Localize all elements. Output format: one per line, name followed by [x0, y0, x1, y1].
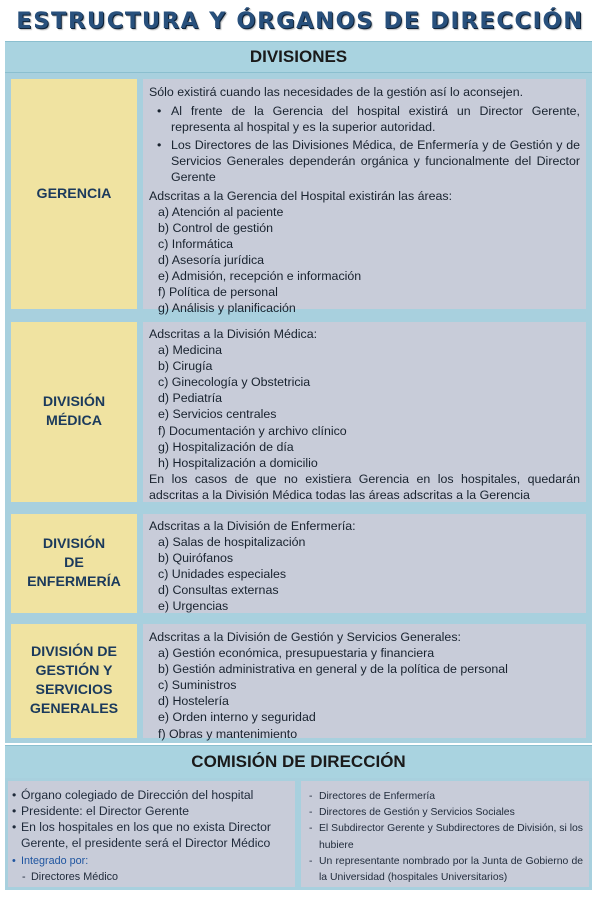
list-item: h) Hospitalización a domicilio: [158, 455, 318, 470]
list-item: • Los Directores de las Divisiones Médica, de Enfermería y de Gestión y de Servicios Generales dependerán orgánica y funcionalmente del Director Gerente: [157, 138, 580, 185]
list-item: e) Urgencias: [158, 599, 229, 614]
bullet-icon: •: [157, 138, 162, 153]
division-medica-content: [143, 322, 586, 502]
gerencia-areas-intro: Adscritas a la Gerencia del Hospital existirán las áreas:: [149, 188, 453, 203]
list-item: g) Hospitalización de día: [158, 439, 294, 454]
medica-intro: Adscritas a la División Médica:: [149, 327, 318, 341]
list-item: - Directores de Gestión y Servicios Sociales: [309, 805, 583, 821]
list-item: c) Suministros: [158, 678, 237, 693]
list-item: a) Medicina: [158, 343, 223, 358]
list-item: d) Asesoría jurídica: [158, 252, 265, 267]
list-item: e) Admisión, recepción e información: [158, 269, 362, 284]
list-item: - Un representante nombrado por la Junta de Gobierno de la Universidad (hospitales Universitarios): [309, 854, 583, 886]
list-item: f) Obras y mantenimiento: [158, 726, 298, 741]
list-item: b) Control de gestión: [158, 220, 274, 235]
bullet-icon: •: [12, 820, 17, 834]
gerencia-section: [5, 73, 592, 316]
dash-icon: -: [309, 807, 313, 819]
list-item: c) Informática: [158, 236, 234, 251]
comision-section: [5, 778, 592, 890]
page-title: ESTRUCTURA Y ÓRGANOS DE DIRECCIÓN: [16, 8, 584, 34]
list-item: a) Salas de hospitalización: [158, 535, 306, 550]
comision-left-column: [8, 781, 295, 887]
division-gestion-section: [5, 618, 592, 743]
division-gestion-label: DIVISIÓN DE GESTIÓN Y SERVICIOS GENERALES: [11, 624, 137, 738]
bullet-icon: •: [12, 788, 17, 802]
divisiones-header: DIVISIONES: [5, 41, 592, 73]
integrado-label: • Integrado por:: [12, 855, 89, 867]
dash-icon: -: [309, 855, 313, 867]
list-item: d) Pediatría: [158, 391, 223, 406]
division-enfermeria-content: [143, 514, 586, 613]
division-enfermeria-label: DIVISIÓN DE ENFERMERÍA: [11, 514, 137, 613]
list-item: a) Gestión económica, presupuestaria y financiera: [158, 646, 435, 661]
list-item: b) Cirugía: [158, 359, 213, 374]
list-item: f) Documentación y archivo clínico: [158, 423, 347, 438]
list-item: e) Orden interno y seguridad: [158, 710, 316, 725]
list-item: • Órgano colegiado de Dirección del hospital: [12, 788, 254, 802]
list-item: c) Unidades especiales: [158, 567, 287, 582]
gerencia-intro: Sólo existirá cuando las necesidades de la gestión así lo aconsejen.: [149, 85, 524, 99]
medica-note: En los casos de que no existiera Gerencia en los hospitales, quedarán adscritas a la División Médica todas las áreas adscritas a la Gerencia: [149, 471, 580, 502]
list-item: d) Consultas externas: [158, 583, 279, 598]
division-gestion-content: [143, 624, 586, 741]
dash-icon: -: [309, 791, 313, 802]
bullet-icon: •: [12, 855, 16, 867]
list-item: • Al frente de la Gerencia del hospital existirá un Director Gerente, representa al hospital y es la superior autoridad.: [157, 104, 580, 135]
division-medica-label: DIVISIÓN MÉDICA: [11, 322, 137, 502]
list-item: a) Atención al paciente: [158, 204, 284, 219]
division-enfermeria-section: [5, 508, 592, 618]
list-item: e) Servicios centrales: [158, 407, 277, 422]
dash-icon: -: [309, 823, 313, 835]
bullet-icon: •: [12, 804, 17, 818]
list-item: • En los hospitales en los que no exista Director Gerente, el presidente será el Director Médico: [12, 820, 271, 850]
list-item: - Directores de Enfermería: [309, 789, 583, 805]
enfermeria-intro: Adscritas a la División de Enfermería:: [149, 519, 356, 533]
list-item: b) Quirófanos: [158, 551, 234, 566]
list-item: d) Hostelería: [158, 694, 229, 709]
list-item: g) Análisis y planificación: [158, 301, 296, 316]
dash-icon: -: [22, 871, 26, 883]
comision-right-column: [301, 781, 589, 887]
gerencia-label: GERENCIA: [11, 79, 137, 309]
list-item: b) Gestión administrativa en general y de la política de personal: [158, 662, 508, 677]
list-item: - El Subdirector Gerente y Subdirectores de División, si los hubiere: [309, 821, 583, 853]
list-item: c) Ginecología y Obstetricia: [158, 375, 311, 390]
comision-header: COMISIÓN DE DIRECCIÓN: [5, 745, 592, 779]
gerencia-content: [143, 79, 586, 316]
list-item: - Directores Médico: [22, 871, 119, 883]
gestion-intro: Adscritas a la División de Gestión y Servicios Generales:: [149, 630, 461, 644]
list-item: • Presidente: el Director Gerente: [12, 804, 189, 818]
bullet-icon: •: [157, 104, 162, 119]
division-medica-section: [5, 316, 592, 508]
list-item: f) Política de personal: [158, 285, 278, 300]
